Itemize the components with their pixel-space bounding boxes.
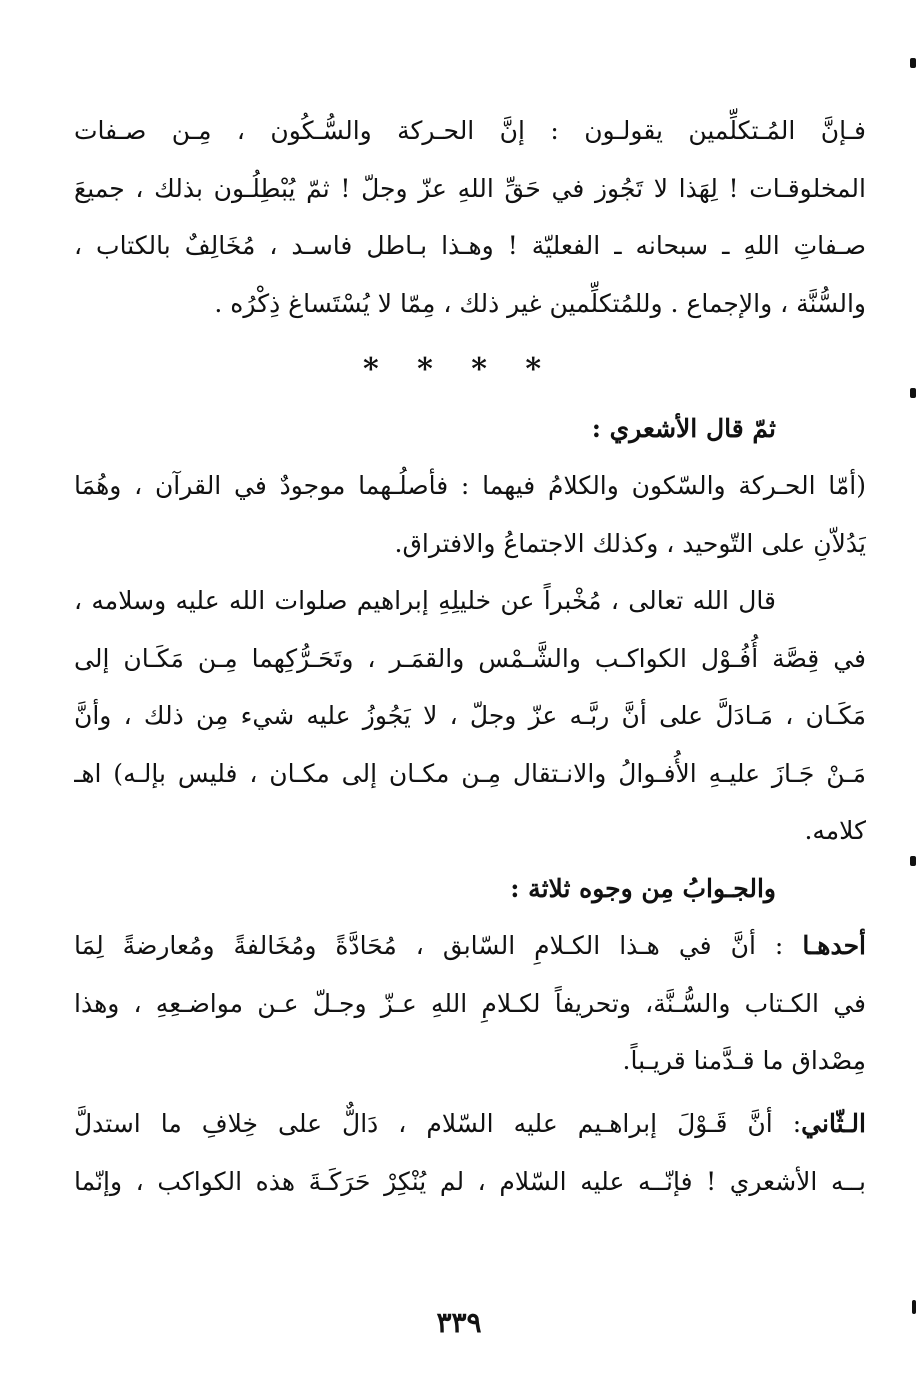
paragraph-2	[74, 457, 866, 572]
paragraph-3-line-5: كلامه.	[804, 816, 866, 845]
paragraph-2-line-1: (أمّا الحـركة والسّكون والكلامُ فيهما : فأصلُـهما موجودٌ في القرآن ، وهُمَا	[74, 471, 866, 500]
paragraph-3-line-2: في قِصَّة أُفُـوْل الكواكـب والشَّـمْس والقمَـر ، وتَحَـرُّكِهما مِـن مَكَـان إلى	[74, 643, 866, 673]
point-2	[74, 1095, 866, 1210]
scan-edge-mark	[910, 388, 916, 398]
answer-intro: والجـوابُ مِن وجوه ثلاثة :	[510, 874, 776, 903]
paragraph-3-line-3: مَكَـان ، مَـادَلَّ على أنَّ ربَّـه عزّ وجلّ ، لا يَجُوزُ عليه شيء مِن ذلك ، وأنَّ	[74, 701, 866, 730]
point-1-line-1	[74, 917, 866, 975]
point-1-line-2: في الكـتاب والسُّـنَّة، وتحريفاً لكـلامِ اللهِ عـزّ وجـلّ عـن مواضـعِهِ ، وهذا	[74, 988, 866, 1018]
paragraph-3-line-1: قال الله تعالى ، مُخْبراً عن خليلِهِ إبراهيم صلوات الله عليه وسلامه ،	[74, 586, 776, 615]
paragraph-1	[74, 102, 866, 332]
paragraph-3	[74, 572, 866, 860]
section-heading: ثمّ قال الأشعري :	[591, 414, 776, 443]
page-number: ٣٣٩	[436, 1306, 482, 1339]
paragraph-1-line-2: المخلوقـات ! لِهَذا لا تَجُوز في حَقِّ اللهِ عزّ وجلّ ! ثمّ يُبْطِلُـون بذلك ، جميعَ	[74, 173, 866, 203]
point-2-line-1-text: : أنَّ قَـوْلَ إبراهـيم عليه السّلام ، دَالٌّ على خِلافِ ما استدلَّ	[74, 1109, 802, 1138]
point-2-lead: الـثّاني	[801, 1109, 866, 1138]
answer-intro-block	[74, 860, 866, 918]
paragraph-1-line-1: فـإنَّ المُـتكلِّمين يقولـون : إنَّ الحـركة والسُّـكُون ، مِـن صـفات	[74, 116, 866, 145]
point-2-line-2: بــه الأشعري ! فإنّــه عليه السّلام ، لم يُنْكِرْ حَرَكَـةَ هذه الكواكب ، وإنّما	[74, 1166, 866, 1196]
paragraph-2-line-2: يَدُلاّنِ على التّوحيد ، وكذلك الاجتماعُ والافتراق.	[394, 528, 866, 558]
paragraph-1-line-3: صـفاتِ اللهِ ـ سبحانه ـ الفعليّة ! وهـذا بـاطل فاسـد ، مُخَالِفٌ بالكتاب ،	[74, 231, 866, 260]
paragraph-3-line-4: مَـنْ جَـازَ عليـهِ الأُفـوالُ والانـتقال مِـن مكـان إلى مكـان ، فليس بإلـه) اهـ	[74, 758, 866, 788]
paragraph-1-line-4: والسُّنَّة ، والإجماع . وللمُتكلِّمين غير ذلك ، مِمّا لا يُسْتَساغ ذِكْرُه .	[214, 288, 866, 318]
point-2-line-1	[74, 1095, 866, 1153]
point-1-line-3: مِصْداق ما قـدَّمنا قريـباً.	[622, 1046, 866, 1075]
section-separator: * * * *	[362, 352, 556, 387]
scan-edge-mark	[910, 856, 916, 866]
heading-block	[74, 400, 866, 458]
scan-edge-mark	[912, 1300, 916, 1314]
point-1	[74, 917, 866, 1090]
point-1-lead: أحدهـا	[802, 931, 866, 960]
scan-edge-mark	[910, 58, 916, 68]
point-1-line-1-text: : أنَّ في هـذا الكـلامِ السّابق ، مُحَادَّةً ومُخَالفةً ومُعارضةً لِمَا	[74, 931, 803, 960]
